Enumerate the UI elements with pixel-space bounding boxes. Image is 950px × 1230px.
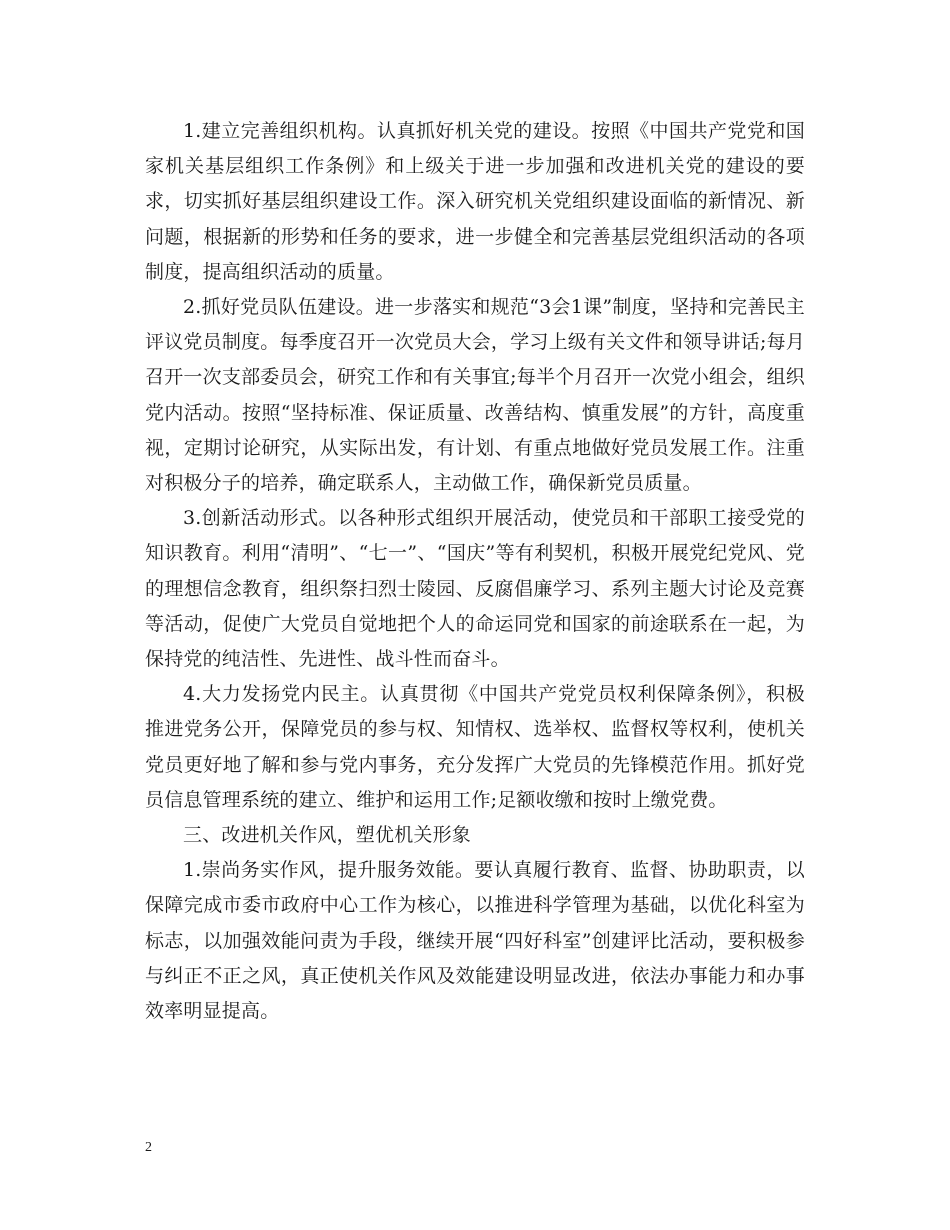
page-number: 2	[145, 1140, 152, 1155]
section-heading-improve-style: 三、改进机关作风，塑优机关形象	[183, 824, 472, 847]
document-body	[145, 114, 805, 1029]
paragraph-member-team: 2.抓好党员队伍建设。进一步落实和规范“3会1课”制度，坚持和完善民主评议党员制度。每季度召开一次党员大会，学习上级有关文件和领导讲话;每月召开一次支部委员会，研究工作和有关事宜;每半个月召开一次党小组会，组织党内活动。按照“坚持标准、保证质量、改善结构、慎重发展”的方针，高度重视，定期讨论研究，从实际出发，有计划、有重点地做好党员发展工作。注重对积极分子的培养，确定联系人，主动做工作，确保新党员质量。	[145, 296, 805, 495]
paragraph-pragmatic-style: 1.崇尚务实作风，提升服务效能。要认真履行教育、监督、协助职责，以保障完成市委市政府中心工作为核心，以推进科学管理为基础，以优化科室为标志，以加强效能问责为手段，继续开展“四好科室”创建评比活动，要积极参与纠正不正之风，真正使机关作风及效能建设明显改进，依法办事能力和办事效率明显提高。	[145, 859, 805, 1023]
paragraph-activity-forms: 3.创新活动形式。以各种形式组织开展活动，使党员和干部职工接受党的知识教育。利用“清明”、“七一”、“国庆”等有利契机，积极开展党纪党风、党的理想信念教育，组织祭扫烈士陵园、反腐倡廉学习、系列主题大讨论及竞赛等活动，促使广大党员自觉地把个人的命运同党和国家的前途联系在一起，为保持党的纯洁性、先进性、战斗性而奋斗。	[145, 507, 805, 671]
paragraph-org-structure: 1.建立完善组织机构。认真抓好机关党的建设。按照《中国共产党党和国家机关基层组织工作条例》和上级关于进一步加强和改进机关党的建设的要求，切实抓好基层组织建设工作。深入研究机关党组织建设面临的新情况、新问题，根据新的形势和任务的要求，进一步健全和完善基层党组织活动的各项制度，提高组织活动的质量。	[145, 120, 805, 283]
paragraph-party-democracy: 4.大力发扬党内民主。认真贯彻《中国共产党党员权利保障条例》，积极推进党务公开，保障党员的参与权、知情权、选举权、监督权等权利，使机关党员更好地了解和参与党内事务，充分发挥广大党员的先锋模范作用。抓好党员信息管理系统的建立、维护和运用工作;足额收缴和按时上缴党费。	[145, 683, 805, 811]
